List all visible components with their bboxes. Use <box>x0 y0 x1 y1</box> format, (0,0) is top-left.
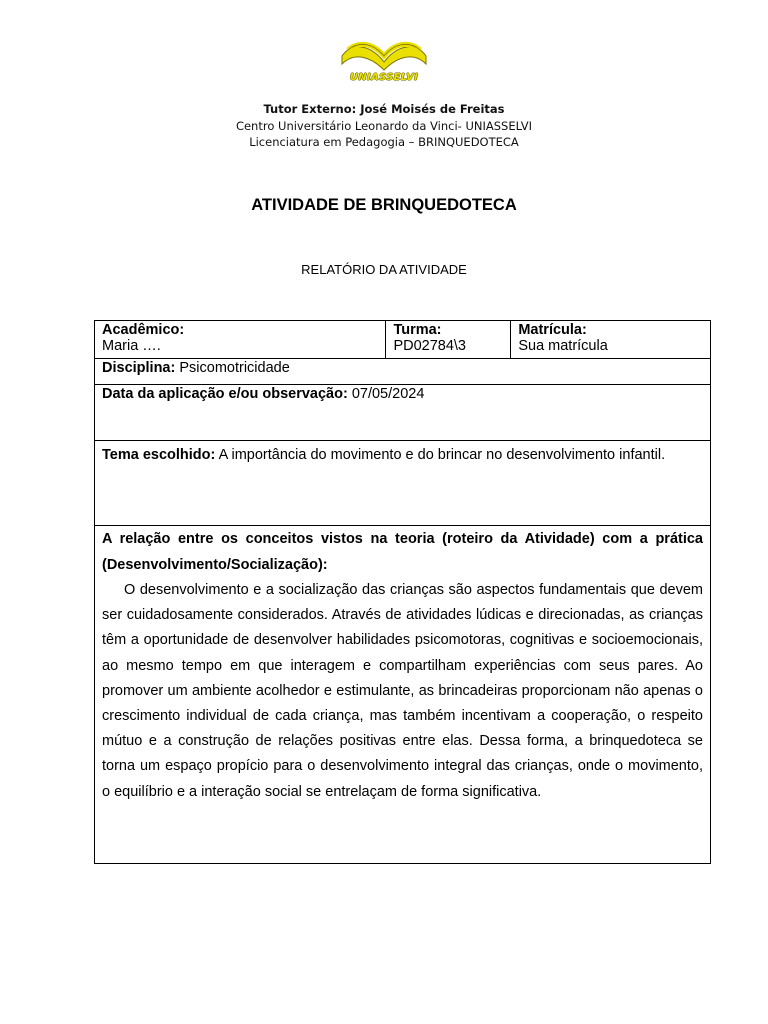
academico-value: Maria …. <box>102 338 161 354</box>
matricula-value: Sua matrícula <box>518 338 608 354</box>
tema-cell <box>95 441 711 526</box>
logo-wordmark: UNIASSELVI <box>349 72 419 83</box>
data-value: 07/05/2024 <box>351 386 425 402</box>
disciplina-cell <box>95 359 711 385</box>
relacao-label: A relação entre os conceitos vistos na teoria (roteiro da Atividade) com a prática (Desenvolvimento/Socialização): <box>102 531 703 573</box>
open-book-icon <box>338 40 430 74</box>
student-row <box>95 321 711 359</box>
relacao-row <box>95 526 711 864</box>
data-row <box>95 385 711 441</box>
course-line: Licenciatura em Pedagogia – BRINQUEDOTECA <box>249 135 519 149</box>
tutor-line: Tutor Externo: José Moisés de Freitas <box>263 102 505 116</box>
institution-line: Centro Universitário Leonardo da Vinci- UNIASSELVI <box>235 119 533 133</box>
relacao-text: O desenvolvimento e a socialização das crianças são aspectos fundamentais que devem ser cuidadosamente considerados. Através de atividades lúdicas e direcionadas, as crianças têm a oportunidade de desenvolver habilidades psicomotoras, cognitivas e socioemocionais, ao mesmo tempo em que interagem e compartilham experiências com seus pares. Ao promover um ambiente acolhedor e estimulante, as brincadeiras proporcionam não apenas o crescimento individual de cada criança, mas também incentivam a cooperação, o respeito mútuo e a construção de relações positivas entre elas. Dessa forma, a brinquedoteca se torna um espaço propício para o desenvolvimento integral das crianças, onde o movimento, o equilíbrio e a interação social se entrelaçam de forma significativa. <box>102 582 703 800</box>
matricula-cell <box>511 321 711 359</box>
matricula-label: Matrícula: <box>518 322 587 338</box>
academico-label: Acadêmico: <box>102 322 185 338</box>
page-title: ATIVIDADE DE BRINQUEDOTECA <box>251 196 517 214</box>
turma-label: Turma: <box>393 322 442 338</box>
uniasselvi-logo <box>338 40 430 90</box>
data-label: Data da aplicação e/ou observação: <box>102 386 348 402</box>
disciplina-label: Disciplina: <box>102 360 176 376</box>
academico-cell <box>95 321 386 359</box>
disciplina-value: Psicomotricidade <box>179 360 290 376</box>
tema-row <box>95 441 711 526</box>
disciplina-row <box>95 359 711 385</box>
page-subtitle: RELATÓRIO DA ATIVIDADE <box>301 262 467 277</box>
activity-form-table <box>94 320 711 864</box>
relacao-cell <box>95 526 711 864</box>
tema-value: A importância do movimento e do brincar no desenvolvimento infantil. <box>218 447 666 463</box>
data-cell <box>95 385 711 441</box>
turma-value: PD02784\3 <box>393 338 466 354</box>
tema-label: Tema escolhido: <box>102 447 216 463</box>
turma-cell <box>386 321 511 359</box>
